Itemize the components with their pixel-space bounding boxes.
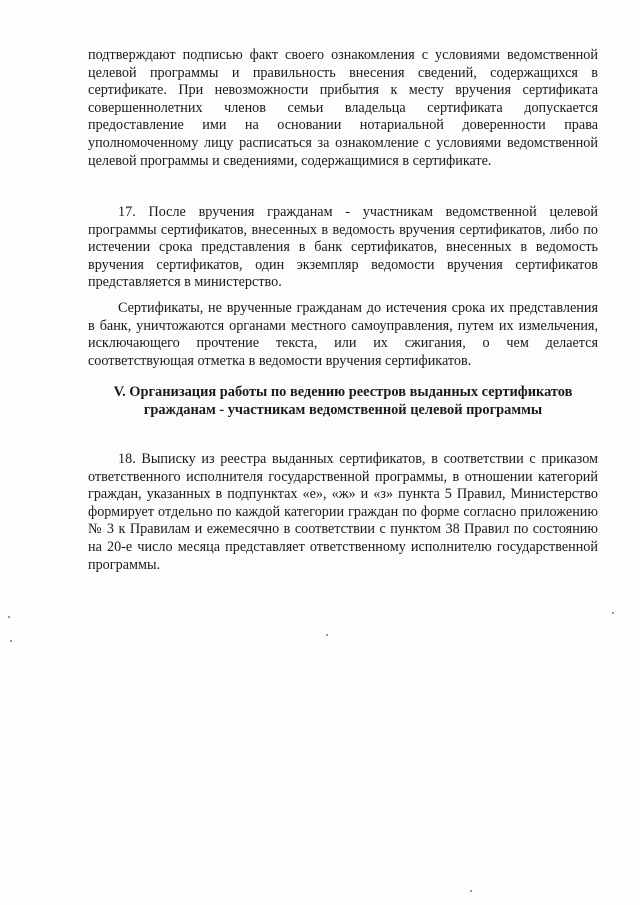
scan-speck bbox=[470, 890, 472, 892]
scan-speck bbox=[612, 612, 614, 614]
scan-speck bbox=[8, 616, 10, 618]
scan-speck bbox=[326, 634, 328, 636]
paragraph-17: 17. После вручения гражданам - участникам ведомственной целевой программы сертификатов, внесенных в ведомость вручения сертификатов, либо по истечении срока представления в банк сертификатов, внесенных в ведомость вручения сертификатов, один экземпляр ведомости вручения сертификатов представляется в министерство. bbox=[88, 204, 598, 291]
paragraph-certificates-destruction: Сертификаты, не врученные гражданам до истечения срока их представления в банк, уничтожаются органами местного самоуправления, путем их измельчения, исключающего прочтение текста, или их сжигания, о чем делается соответствующая отметка в ведомости вручения сертификатов. bbox=[88, 300, 598, 369]
paragraph-18: 18. Выписку из реестра выданных сертификатов, в соответствии с приказом ответственного исполнителя государственной программы, в отношении категорий граждан, указанных в подпунктах «е», «ж» и «з» пункта 5 Правил, Министерство формирует отдельно по каждой категории граждан по форме согласно приложению № 3 к Правилам и ежемесячно в соответствии с пунктом 38 Правил по состоянию на 20-е число месяца представляет ответственному исполнителю государственной программы. bbox=[88, 451, 598, 573]
section-heading: V. Организация работы по ведению реестров выданных сертификатов гражданам - участникам ведомственной целевой программы bbox=[113, 384, 573, 418]
paragraph-continuation: подтверждают подписью факт своего ознакомления с условиями ведомственной целевой программы и правильность внесения сведений, содержащихся в сертификате. При невозможности прибытия к месту вручения сертификата совершеннолетних членов семьи владельца сертификата допускается предоставление ими на основании нотариальной доверенности права уполномоченному лицу расписаться за ознакомление с условиями ведомственной целевой программы и сведениями, содержащимися в сертификате. bbox=[88, 47, 598, 169]
scan-speck bbox=[10, 640, 12, 642]
